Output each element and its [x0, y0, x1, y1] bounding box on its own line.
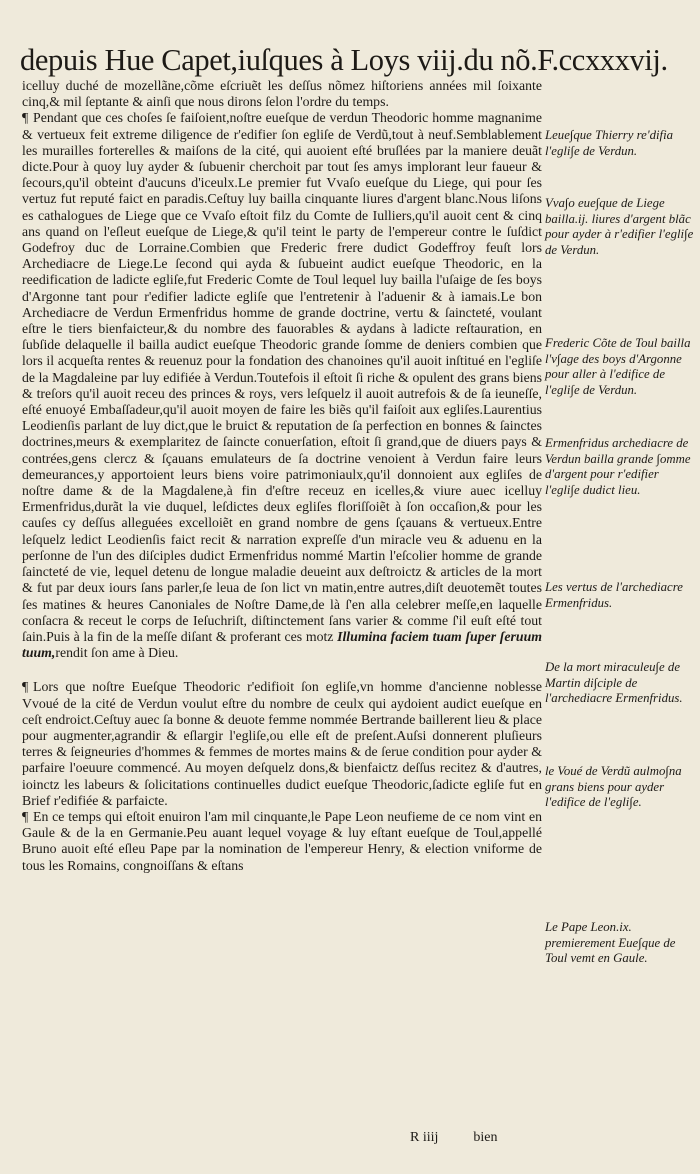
- margin-note-martin: De la mort miraculeu∫e de Martin di∫ciple de l'archediacre Ermenfridus.: [545, 660, 683, 706]
- margin-note-leon: Le Pape Leon.ix. premierement Eue∫que de Toul vemt en Gaule.: [545, 920, 676, 966]
- pilcrow-mark: ¶: [22, 110, 29, 126]
- paragraph-theodoric-end: rendit ſon ame à Dieu.: [55, 645, 179, 661]
- running-header: depuis Hue Capet,iuſques à Loys viij.du nõ.F.ccxxxvij.: [20, 43, 668, 77]
- latin-quote: Illumina faciem tuam ſuper ſeruum tuum,: [22, 628, 542, 661]
- margin-note-voue: le Voué de Verdũ aulmo∫na grans biens pour ayder l'edifice de l'egli∫e.: [545, 764, 682, 810]
- pilcrow-mark: ¶: [22, 679, 29, 695]
- main-text-column: [22, 78, 542, 874]
- paragraph-pope-leon-text: En ce temps qui eſtoit enuiron l'am mil cinquante,le Pape Leon neufieme de ce nom vint en Gaule & de la en Germanie.Peu auant lequel voyage & luy eſtant eueſque de Toul,appellé Bruno auoit eſté eſleu Pape par la nomination de l'empereur Henry, & election vniforme de tous les Romains, congnoiſſans & eſtans: [22, 808, 542, 873]
- paragraph-continuation: icelluy duché de mozellãne,cõme eſcriuẽt les deſſus nõmez hiſtoriens années mil ſoixante cinq,& mil ſeptante & ainſi que nous dirons ſelon l'ordre du temps.: [22, 78, 542, 110]
- catchword: bien: [473, 1130, 498, 1145]
- paragraph-voue: [22, 679, 542, 809]
- paragraph-theodoric: [22, 110, 542, 661]
- paragraph-theodoric-text: Pendant que ces choſes ſe faiſoient,noſtre eueſque de verdun Theodoric homme magnanime & vertueux feit extreme diligence de r'edifier ſon egliſe de Verdũ,tout à neuf.Semblablement les murailles forterelles & maiſons de la cité, qui auoient eſté bruſlées par la maniere deuãt dicte.Pour à quoy luy ayder & ſubuenir cherchoit par tout ſes amys implorant leur faueur & ſecours,qu'il obteint d'aucuns d'iceulx.Le premier fut Vvaſo eueſque du Liege, qui pour ſes vertuz fut reputé faict en paradis.Ceſtuy luy bailla cinquante liures d'argent blanc.Nous liſons es cathalogues de Liege que ce Vvaſo eſtoit filz du Comte de Iulliers,qu'il auoit cent & cinq ans quand on l'eſleut eueſque de Liege,& qu'il teint le party de l'empereur contre le ſuſdict Godefroy duc de Lorraine.Combien que Frederic frere dudict Godeffroy feuſt lors Archediacre de Liege.Le ſecond qui ayda & ſubueint audict eueſque Theodoric, en la reedification de ladicte egliſe,fut Frederic Comte de Toul lequel luy bailla l'uſaige de ſes boys d'Argonne tant pour r'edifier ladicte egliſe que l'entretenir à l'aduenir & à iamais.Le bon Archediacre de Verdun Ermenfridus homme de grande doctrine, vertu & ſaincteté, voulant eſtre le tiers bienfaicteur,& du nombre des fauorables & aydans à ladicte reſtauration, en ſubſide delaquelle il bailla audict eueſque Theodoric grande ſomme de deniers combien que lors il acqueſta rentes & reuenuz pour la fondation des chanoines qu'il auoit inſtitué en l'egliſe de la Magdaleine par luy edifiée à Verdun.Toutefois il eſtoit ſi riche & opulent des grans biens & treſors qu'il auoit receu des princes & roys, vers leſquelz il auoit autrefois & de ſa ieuneſſe, eſté enuoyé Embaſſadeur,qu'il auoit moyen de faire les biẽs qu'il faiſoit aux egliſes.Laurentius Leodienſis parlant de luy dict,que le bruict & reputation de ſa perfection en bonnes & ſainctes doctrines,meurs & exemplaritez de ſaincte conuerſation, eſtoit ſi grand,que de diuers pays & contrées,gens clercz & ſçauans emulateurs de ſa doctrine venoient à Verdun faire leurs demeurances,y apportoient leurs biens voire patrimoniaulx,qu'il donnoient aux egliſes de noſtre dame & de la Magdalene,à fin d'eſtre receuz en icelles,& viure auec icelluy Ermenfridus,durãt la vie duquel, leſdictes deux egliſes floriſſoiẽt à ſon occaſion,& pour les cauſes cy deſſus alleguées excelloiẽt en grand nombre de gens ſçauans & vertueux.Entre leſquelz ledict Leodienſis faict recit & narration expreſſe d'un miracle veu & aduenu en la perſonne de l'un des diſciples dudict Ermenfridus nommé Martin l'eſcolier homme de grande ſaincteté de vie, lequel detenu de longue maladie deueint aux deſtroictz & articles de la mort & fut par deux iours ſans parler,ſe leua de ſon lict vn matin,entre autres,diſt deuotemẽt toutes ſes matines & heures Canoniales de Noſtre Dame,de là ſ'en alla celebrer meſſe,en laquelle conſacra & receut le corps de Ieſuchriſt, diſtinctement ſans varier & comme ſ'il euſt eſté tout ſain.Puis à la fin de la meſſe diſant & proferant ces motz: [22, 110, 542, 644]
- margin-note-frederic: Frederic Cõte de Toul bailla l'v∫age des boys d'Argonne pour aller à l'edifice de l'egli∫e de Verdun.: [545, 336, 691, 397]
- margin-note-thierry: Leue∫que Thierry re'difia l'egli∫e de Verdun.: [545, 128, 674, 158]
- margin-note-ermenfridus: Ermenfridus archediacre de Verdun bailla grande ∫omme d'argent pour r'edifier l'egli∫e dudict lieu.: [545, 436, 691, 497]
- paragraph-pope-leon: [22, 809, 542, 874]
- paragraph-voue-text: Lors que noſtre Eueſque Theodoric r'edifioit ſon egliſe,vn homme d'ancienne noblesse Vvoué de la cité de Verdun voulut eſtre du nombre de ceulx qui aydoient audict eueſque en ceſt endroict.Ceſtuy auec ſa bonne & deuote femme nommée Bertrande baillerent lieu & place pour augmenter,agrandir & eſlargir l'egliſe,ou elle eſt de preſent.Auſsi donnerent pluſieurs terres & ſeigneuries d'hommes & femmes de mortes mains & de ſerue condition pour ayder & parfaire l'oeuure commencé. Au moyen deſquelz dons,& bienfaictz deſſus recitez & d'autres, ioinctz les labeurs & ſolicitations continuelles dudict eueſque Theodoric,ſadicte egliſe fut en Brief r'edifiée & parfaicte.: [22, 679, 542, 808]
- signature-mark: R iiij: [410, 1130, 439, 1145]
- pilcrow-mark: ¶: [22, 808, 29, 824]
- margin-note-vertus: Les vertus de l'archediacre Ermenfridus.: [545, 580, 683, 610]
- margin-note-vvaso: Vva∫o eue∫que de Liege bailla.ij. liures d'argent blãc pour ayder à r'edifier l'egli∫e de Verdun.: [545, 196, 694, 257]
- page-signature: [410, 1130, 580, 1146]
